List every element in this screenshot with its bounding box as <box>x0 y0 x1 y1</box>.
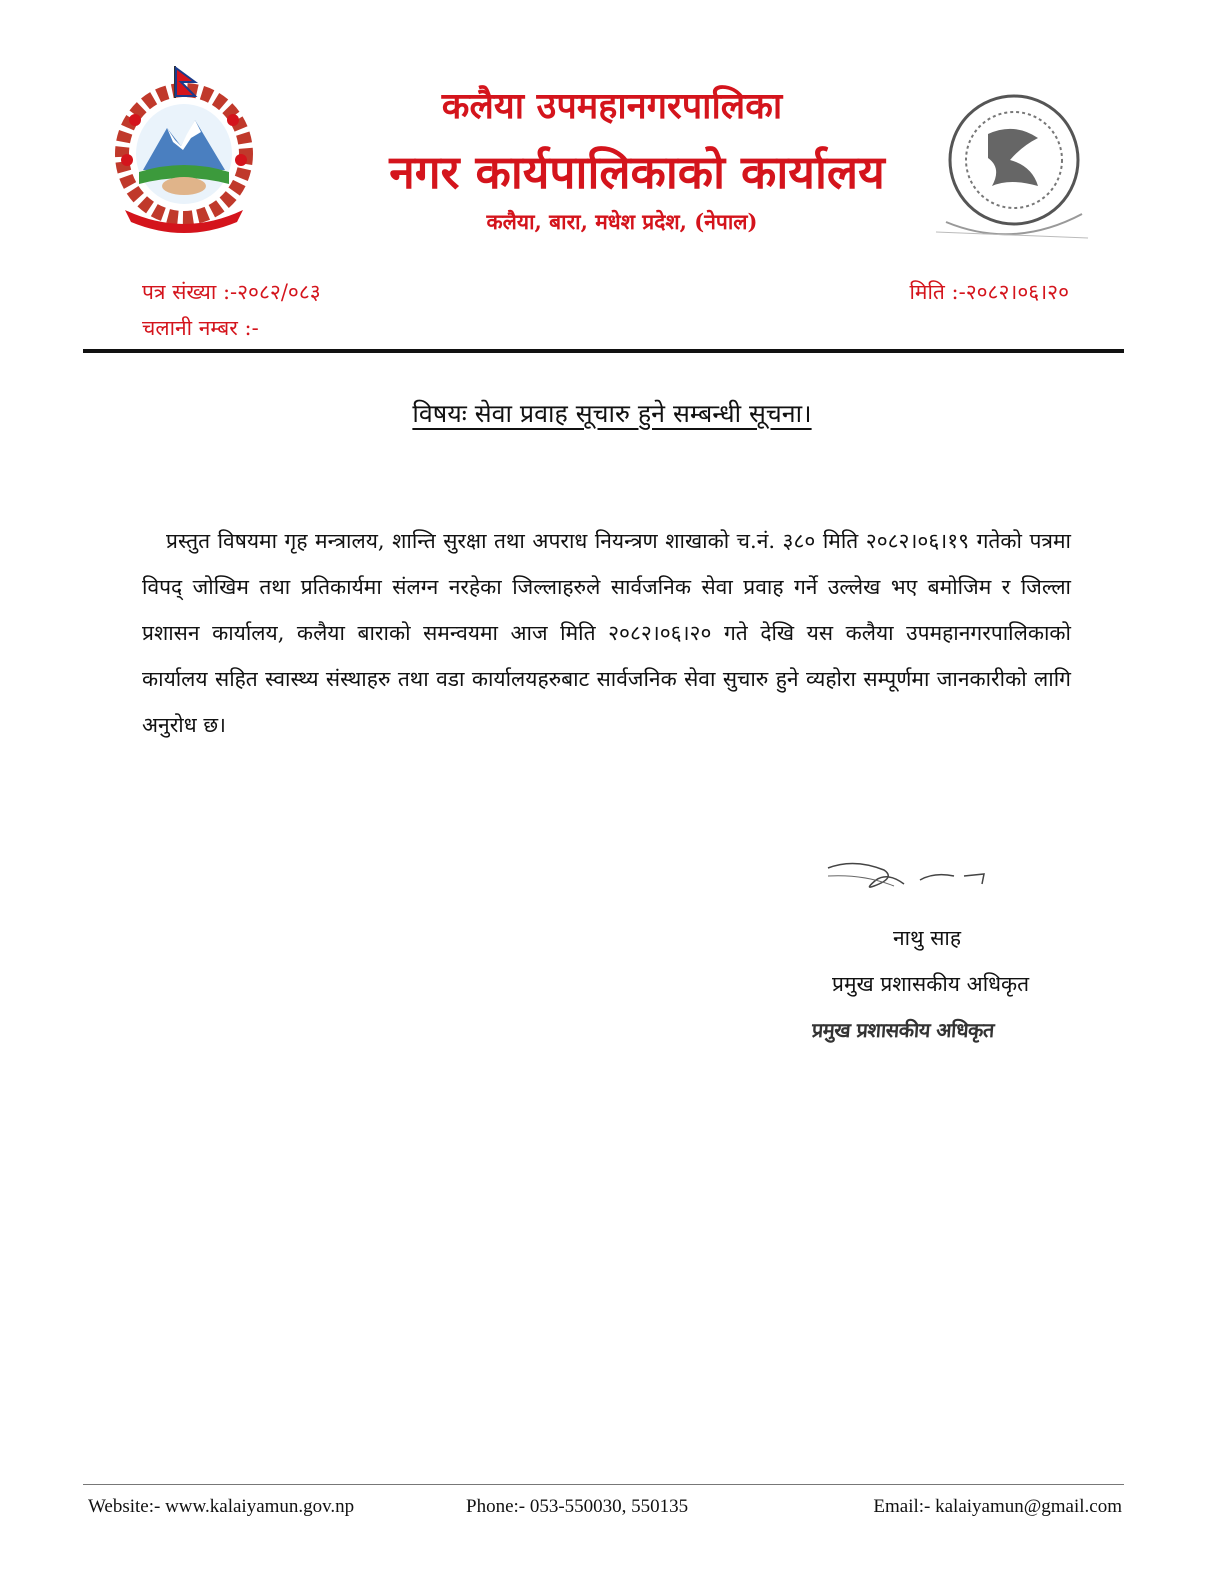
header-divider <box>83 349 1124 353</box>
letter-number: पत्र संख्या :-२०८२/०८३ <box>142 280 321 304</box>
signature-icon <box>824 856 994 906</box>
municipality-name: कलैया उपमहानगरपालिका <box>441 85 783 127</box>
footer-phone: Phone:- 053-550030, 550135 <box>466 1496 689 1517</box>
notice-subject: विषयः सेवा प्रवाह सूचारु हुने सम्बन्धी सूचना। <box>412 399 812 428</box>
footer-email[interactable]: Email:- kalaiyamun@gmail.com <box>873 1496 1122 1517</box>
notice-body: प्रस्तुत विषयमा गृह मन्त्रालय, शान्ति सुरक्षा तथा अपराध नियन्त्रण शाखाको च.नं. ३८० मिति २०८२।०६।१९ गतेको पत्रमा विपद् जोखिम तथा प्रतिकार्यमा संलग्न नरहेका जिल्लाहरुले सार्वजनिक सेवा प्रवाह गर्ने उल्लेख भए बमोजिम र जिल्ला प्रशासन कार्यालय, कलैया बाराको समन्वयमा आज मिति २०८२।०६।२० गते देखि यस कलैया उपमहानगरपालिकाको कार्यालय सहित स्वास्थ्य संस्थाहरु तथा वडा कार्यालयहरुबाट सार्वजनिक सेवा सुचारु हुने व्यहोरा सम्पूर्णमा जानकारीको लागि अनुरोध छ। <box>142 529 1071 737</box>
footer-website[interactable]: Website:- www.kalaiyamun.gov.np <box>88 1496 355 1517</box>
letter-date: मिति :-२०८२।०६।२० <box>909 280 1069 304</box>
dispatch-number: चलानी नम्बर :- <box>142 316 259 340</box>
signatory-name: नाथु साह <box>893 926 961 950</box>
footer-divider <box>83 1484 1124 1485</box>
municipal-seal-icon <box>926 82 1098 248</box>
signatory-title: प्रमुख प्रशासकीय अधिकृत <box>832 972 1030 996</box>
office-address: कलैया, बारा, मधेश प्रदेश, (नेपाल) <box>486 209 758 234</box>
office-name: नगर कार्यपालिकाको कार्यालय <box>389 145 885 199</box>
designation-stamp: प्रमुख प्रशासकीय अधिकृत <box>811 1018 995 1042</box>
